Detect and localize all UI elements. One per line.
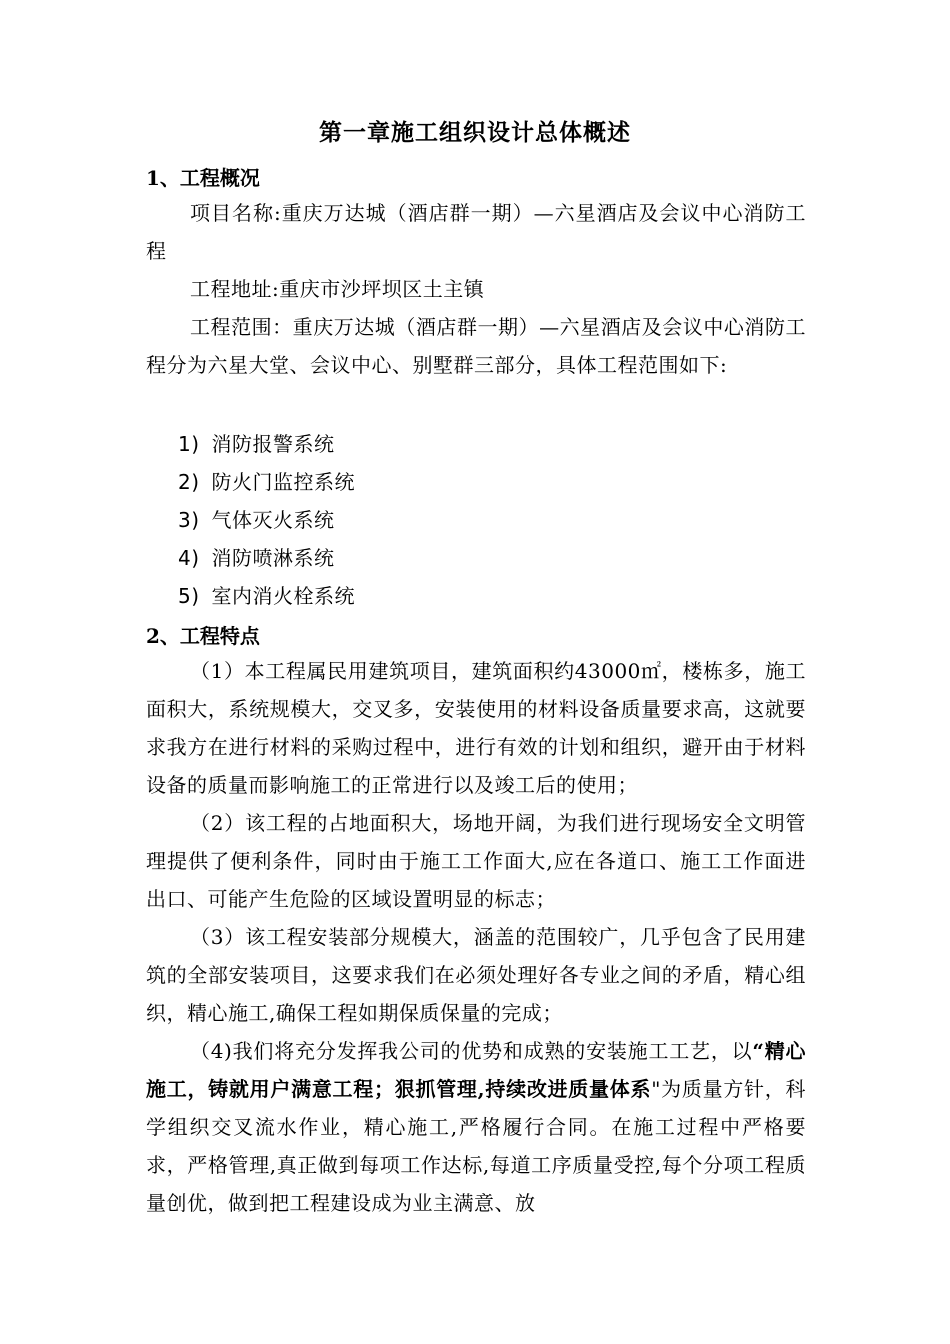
feature-paragraph-2: （2）该工程的占地面积大，场地开阔，为我们进行现场安全文明管理提供了便利条件，同时由于施工工作面大,应在各道口、施工工作面进出口、可能产生危险的区域设置明显的标志； xyxy=(146,811,806,911)
feature-paragraph-1: （1）本工程属民用建筑项目，建筑面积约43000㎡，楼栋多，施工面积大，系统规模大，交叉多，安装使用的材料设备质量要求高，这就要求我方在进行材料的采购过程中，进行有效的计划和组织，避开由于材料设备的质量而影响施工的正常进行以及竣工后的使用； xyxy=(146,659,806,797)
list-item xyxy=(178,428,335,457)
list-item xyxy=(178,504,335,533)
list-item-text: 气体灭火系统 xyxy=(211,508,335,532)
list-item xyxy=(178,542,335,571)
list-item-number: 2) xyxy=(178,470,200,494)
page-title: 第一章施工组织设计总体概述 xyxy=(319,119,631,146)
feature-paragraph-4-end: "为质量方针，科学组织交叉流水作业，精心施工,严格履行合同。在施工过程中严格要求，严格管理,真正做到每项工作达标,每道工序质量受控,每个分项工程质量创优，做到把工程建设成为业主满意、放 xyxy=(146,1077,807,1215)
list-item-number: 3) xyxy=(178,508,200,532)
project-address-paragraph: 工程地址:重庆市沙坪坝区土主镇 xyxy=(190,277,485,301)
list-item-text: 室内消火栓系统 xyxy=(211,584,356,608)
list-item-text: 消防喷淋系统 xyxy=(211,546,335,570)
feature-paragraph-4-start: （4)我们将充分发挥我公司的优势和成熟的安装施工工艺，以 xyxy=(190,1039,753,1063)
list-item-text: 消防报警系统 xyxy=(211,432,335,456)
list-item xyxy=(178,580,355,609)
list-item-number: 4) xyxy=(178,546,200,570)
list-item-number: 1) xyxy=(178,432,200,456)
list-item-text: 防火门监控系统 xyxy=(211,470,356,494)
feature-paragraph-3: （3）该工程安装部分规模大，涵盖的范围较广，几乎包含了民用建筑的全部安装项目，这要求我们在必须处理好各专业之间的矛盾，精心组织，精心施工,确保工程如期保质保量的完成； xyxy=(146,925,806,1025)
section-heading-overview: 1、工程概况 xyxy=(146,166,260,190)
section-heading-features: 2、工程特点 xyxy=(146,624,260,648)
feature-paragraph-4 xyxy=(146,1032,806,1222)
project-name-paragraph: 项目名称:重庆万达城（酒店群一期）—六星酒店及会议中心消防工程 xyxy=(146,201,806,263)
list-item xyxy=(178,466,355,495)
project-scope-paragraph: 工程范围：重庆万达城（酒店群一期）—六星酒店及会议中心消防工程分为六星大堂、会议中心、别墅群三部分，具体工程范围如下: xyxy=(146,315,806,377)
list-item-number: 5) xyxy=(178,584,200,608)
quality-motto: “精心施工，铸就用户满意工程；狠抓管理,持续改进质量体系 xyxy=(146,1039,806,1101)
